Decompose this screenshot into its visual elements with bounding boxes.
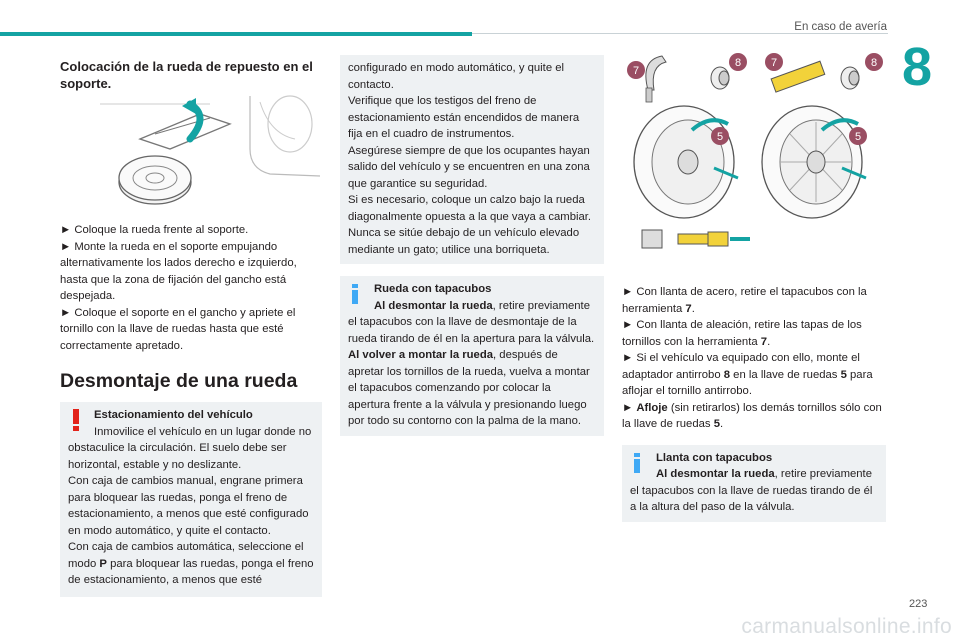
- s4-b: Afloje: [636, 401, 668, 414]
- warning-box: [60, 402, 322, 597]
- warning-manual: Con caja de cambios manual, engrane primera para bloquear las ruedas, ponga el freno de estacionamiento, a menos que esté configurado en modo automático, y quite el contacto.: [68, 475, 309, 537]
- s3-a: ► Si el vehículo va equipado con ello, monte el adaptador antirrobo: [622, 352, 860, 381]
- warning-icon: [69, 409, 83, 431]
- info-refit-text: , después de apretar los tornillos de la rueda, vuelva a montar el tapacubos comenzando por colocar la apertura frente a la válvula y presionando luego por todo su contorno con la palma de la mano.: [348, 349, 590, 427]
- info-icon: [631, 453, 643, 473]
- s3-c: en la llave de ruedas: [730, 368, 841, 381]
- step-3: ► Coloque el soporte en el gancho y apriete el tornillo con la llave de ruedas hasta que esté correctamente apretado.: [60, 306, 296, 352]
- s1-c: .: [691, 302, 695, 315]
- callout-5a: 5: [716, 131, 724, 143]
- header-rule: [472, 33, 888, 34]
- info-rim-title: Llanta con tapacubos: [656, 451, 773, 464]
- col3-steps: [622, 284, 886, 433]
- callout-8b: 8: [870, 57, 878, 69]
- s2-c: .: [767, 335, 771, 348]
- info-box-hubcap: [340, 276, 604, 436]
- s3-b: 8: [723, 368, 731, 381]
- step-2: ► Monte la rueda en el soporte empujando alternativamente los lados derecho e izquierdo, hasta que la zona de fijación del gancho está despejada.: [60, 240, 297, 302]
- s3-d: 5: [840, 368, 847, 381]
- warning-box-continued: [340, 55, 604, 264]
- warning-lead: Inmovilice el vehículo en un lugar donde no obstaculice la circulación. El suelo debe ser horizontal, estable y no deslizante.: [68, 425, 312, 471]
- header-accent-bar: [0, 32, 472, 36]
- warning-automatic-p: P: [99, 557, 107, 570]
- section-heading: Desmontaje de una rueda: [60, 370, 298, 392]
- s2-a: ► Con llanta de aleación, retire las tapas de los tornillos con la herramienta: [622, 319, 862, 348]
- cont-5: Nunca se sitúe debajo de un vehículo elevado mediante un gato; utilice una borriqueta.: [348, 227, 580, 256]
- s2-b: 7: [760, 335, 768, 348]
- s4-c: (sin retirarlos) los demás tornillos sólo con la llave de ruedas: [622, 401, 882, 430]
- col3-step-2: [622, 317, 886, 350]
- chapter-number: 8: [902, 37, 933, 97]
- watermark: carmanualsonline.info: [741, 615, 952, 638]
- column-3: [622, 50, 886, 522]
- info-rim-rest: , retire previamente el tapacubos con la llave de ruedas tirando de él a la altura del paso de la válvula.: [630, 468, 873, 513]
- col3-step-4: [622, 400, 886, 433]
- callout-7a: 7: [632, 65, 640, 77]
- callout-8a: 8: [734, 57, 742, 69]
- s4-a: ►: [622, 401, 637, 414]
- info-refit-bold: Al volver a montar la rueda: [348, 349, 494, 361]
- info-removal: [348, 298, 596, 348]
- warning-title: Estacionamiento del vehículo: [94, 409, 253, 421]
- warning-automatic-b: para bloquear las ruedas, ponga el freno de estacionamiento, a menos que esté: [68, 557, 314, 586]
- cont-1: configurado en modo automático, y quite el contacto.: [348, 62, 565, 91]
- info-removal-text: , retire previamente el tapacubos con la llave de desmontaje de la rueda tirando de él en la apertura para la válvula.: [348, 299, 595, 345]
- column-2: [340, 55, 604, 436]
- callout-5b: 5: [854, 131, 862, 143]
- spare-wheel-heading: Colocación de la rueda de repuesto en el soporte.: [60, 59, 313, 91]
- col3-step-1: [622, 284, 886, 317]
- s1-b: 7: [685, 302, 692, 315]
- hubcap-removal-illustration: [622, 50, 886, 272]
- s1-a: ► Con llanta de acero, retire el tapacubos con la herramienta: [622, 286, 867, 315]
- warning-automatic-a: Con caja de cambios automática, seleccione el modo: [68, 541, 304, 570]
- warning-text: [68, 424, 314, 474]
- cont-4: Si es necesario, coloque un calzo bajo la rueda diagonalmente opuesta a la que vaya a cambiar.: [348, 194, 592, 223]
- s4-d: 5: [713, 418, 720, 430]
- s3-e: para aflojar el tornillo antirrobo.: [622, 368, 873, 397]
- info-title: Rueda con tapacubos: [374, 283, 492, 295]
- section-title: En caso de avería: [794, 21, 887, 33]
- column-1: [60, 58, 322, 597]
- page-number: 223: [909, 598, 928, 610]
- step-1: ► Coloque la rueda frente al soporte.: [60, 224, 249, 236]
- col3-step-3: [622, 350, 886, 400]
- info-rim-text: [630, 466, 878, 516]
- cont-2: Verifique que los testigos del freno de estacionamiento están encendidos de manera fija en el cuadro de instrumentos.: [348, 95, 580, 140]
- info-icon: [349, 284, 361, 304]
- s4-e: .: [720, 418, 724, 430]
- callout-7b: 7: [770, 57, 778, 69]
- info-refit: [348, 347, 596, 430]
- cont-3: Asegúrese siempre de que los ocupantes hayan salido del vehículo y se encuentren en una zona que garantice su seguridad.: [348, 144, 590, 190]
- info-box-rim: [622, 445, 886, 522]
- spare-wheel-illustration: [60, 94, 322, 216]
- info-rim-bold: Al desmontar la rueda: [656, 468, 775, 480]
- warning-automatic: [68, 539, 314, 589]
- info-removal-bold: Al desmontar la rueda: [374, 299, 493, 312]
